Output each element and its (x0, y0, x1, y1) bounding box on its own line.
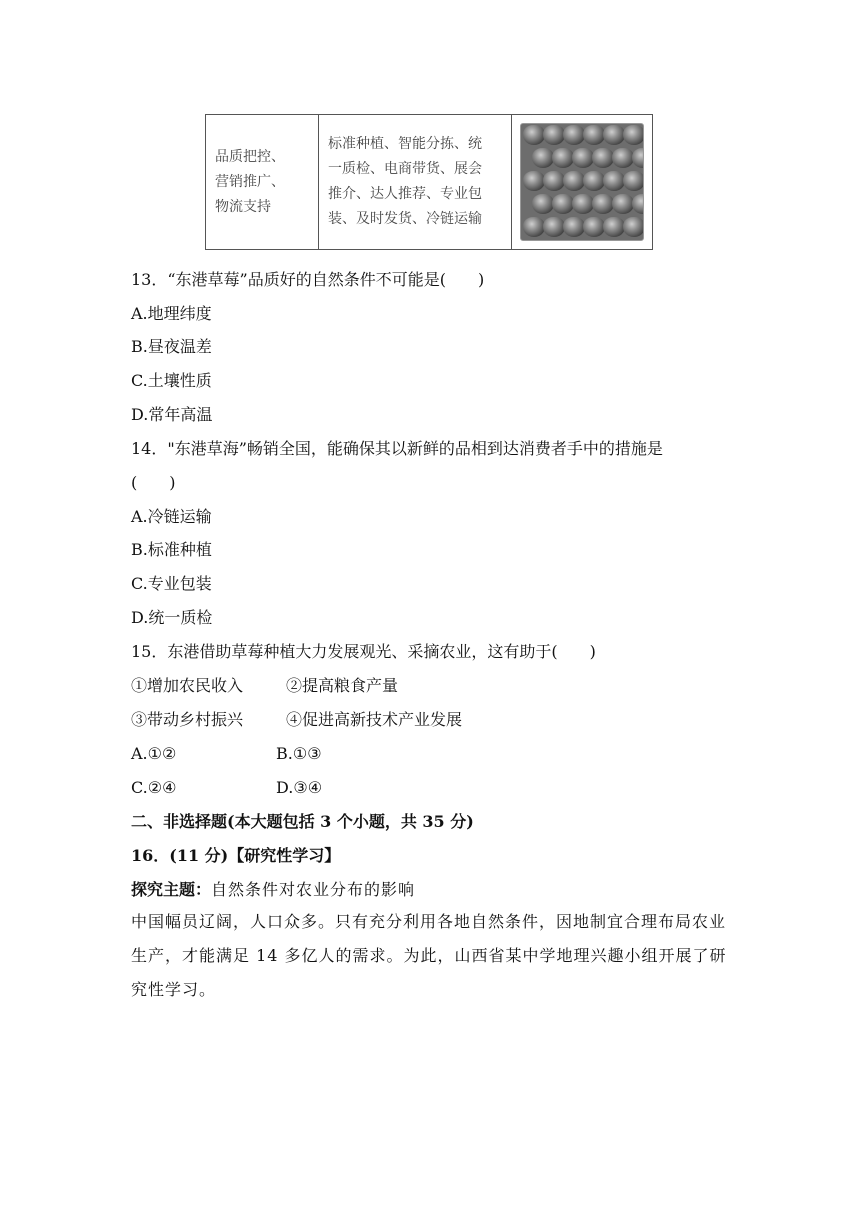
strawberry-shape (563, 171, 585, 191)
strawberry-shape (552, 194, 574, 214)
table-cell-measures (319, 115, 512, 249)
q14-stem-paren: ( ) (131, 473, 176, 492)
q15-item-4: ④促进高新技术产业发展 (286, 710, 463, 729)
q16-prefix: 16．(11 分) (131, 846, 229, 865)
q13-option-b: B.昼夜温差 (131, 337, 212, 356)
q15-item-1: ①增加农民收入 (131, 676, 244, 695)
table-cell-category (206, 115, 319, 249)
strawberry-shape (603, 217, 625, 237)
cell-text: 营销推广、 (215, 174, 285, 190)
strawberry-shape (592, 148, 614, 168)
table-cell-photo (512, 115, 652, 249)
q16-paragraph-line: 生产，才能满足 14 多亿人的需求。为此，山西省某中学地理兴趣小组开展了研 (131, 946, 727, 965)
cell-text: 一质检、电商带货、展会 (328, 161, 482, 177)
q14-option-d: D.统一质检 (131, 608, 213, 627)
q15-option-a: A.①② (131, 744, 177, 763)
strawberry-shape (632, 148, 644, 168)
q16-theme-label: 探究主题： (131, 880, 212, 899)
strawberry-shape (612, 194, 634, 214)
cell-text: 装、及时发货、冷链运输 (328, 211, 482, 227)
strawberry-shape (592, 194, 614, 214)
strawberry-shape (532, 194, 554, 214)
strawberry-shape (632, 194, 644, 214)
q15-option-c: C.②④ (131, 778, 177, 797)
strawberry-shape (523, 171, 545, 191)
strawberry-shape (583, 217, 605, 237)
strawberry-shape (523, 125, 545, 145)
strawberry-shape (583, 171, 605, 191)
strawberry-shape (552, 148, 574, 168)
q16-stem (131, 846, 340, 866)
cell-text: 物流支持 (215, 199, 271, 215)
strawberry-shape (543, 171, 565, 191)
strawberry-shape (563, 217, 585, 237)
cell-text: 标准种植、智能分拣、统 (328, 136, 482, 152)
strawberry-shape (612, 148, 634, 168)
cell-text: 推介、达人推荐、专业包 (328, 186, 482, 202)
q14-option-b: B.标准种植 (131, 540, 212, 559)
cell-text: 品质把控、 (215, 149, 285, 165)
q13-option-c: C.土壤性质 (131, 371, 212, 390)
q15-item-2: ②提高粮食产量 (286, 676, 399, 695)
info-table (205, 114, 653, 250)
strawberry-shape (623, 125, 644, 145)
q13-option-a: A.地理纬度 (131, 304, 212, 323)
strawberry-photo (520, 123, 644, 241)
q13-option-d: D.常年高温 (131, 405, 213, 424)
strawberry-shape (543, 217, 565, 237)
q14-stem: 14．"东港草海”畅销全国，能确保其以新鲜的品相到达消费者手中的措施是 (131, 439, 663, 458)
section-heading: 二、非选择题(本大题包括 3 个小题，共 35 分) (131, 812, 474, 831)
q16-theme (131, 880, 415, 900)
q16-paragraph-line: 究性学习。 (131, 980, 217, 999)
strawberry-shape (563, 125, 585, 145)
q15-option-d: D.③④ (276, 778, 323, 797)
q14-option-a: A.冷链运输 (131, 507, 212, 526)
strawberry-shape (523, 217, 545, 237)
strawberry-shape (583, 125, 605, 145)
strawberry-shape (572, 194, 594, 214)
strawberry-shape (572, 148, 594, 168)
strawberry-shape (603, 125, 625, 145)
q15-option-b: B.①③ (276, 744, 322, 763)
q15-item-3: ③带动乡村振兴 (131, 710, 244, 729)
q16-tag: 【研究性学习】 (228, 846, 341, 865)
q15-stem: 15．东港借助草莓种植大力发展观光、采摘农业，这有助于( ) (131, 642, 596, 661)
strawberry-shape (532, 148, 554, 168)
q16-theme-text: 自然条件对农业分布的影响 (211, 880, 416, 899)
strawberry-shape (623, 217, 644, 237)
q16-paragraph-line: 中国幅员辽阔，人口众多。只有充分利用各地自然条件，因地制宜合理布局农业 (131, 912, 727, 931)
q14-option-c: C.专业包装 (131, 574, 212, 593)
q13-stem: 13．“东港草莓”品质好的自然条件不可能是( ) (131, 270, 485, 289)
strawberry-shape (603, 171, 625, 191)
strawberry-shape (543, 125, 565, 145)
strawberry-shape (623, 171, 644, 191)
